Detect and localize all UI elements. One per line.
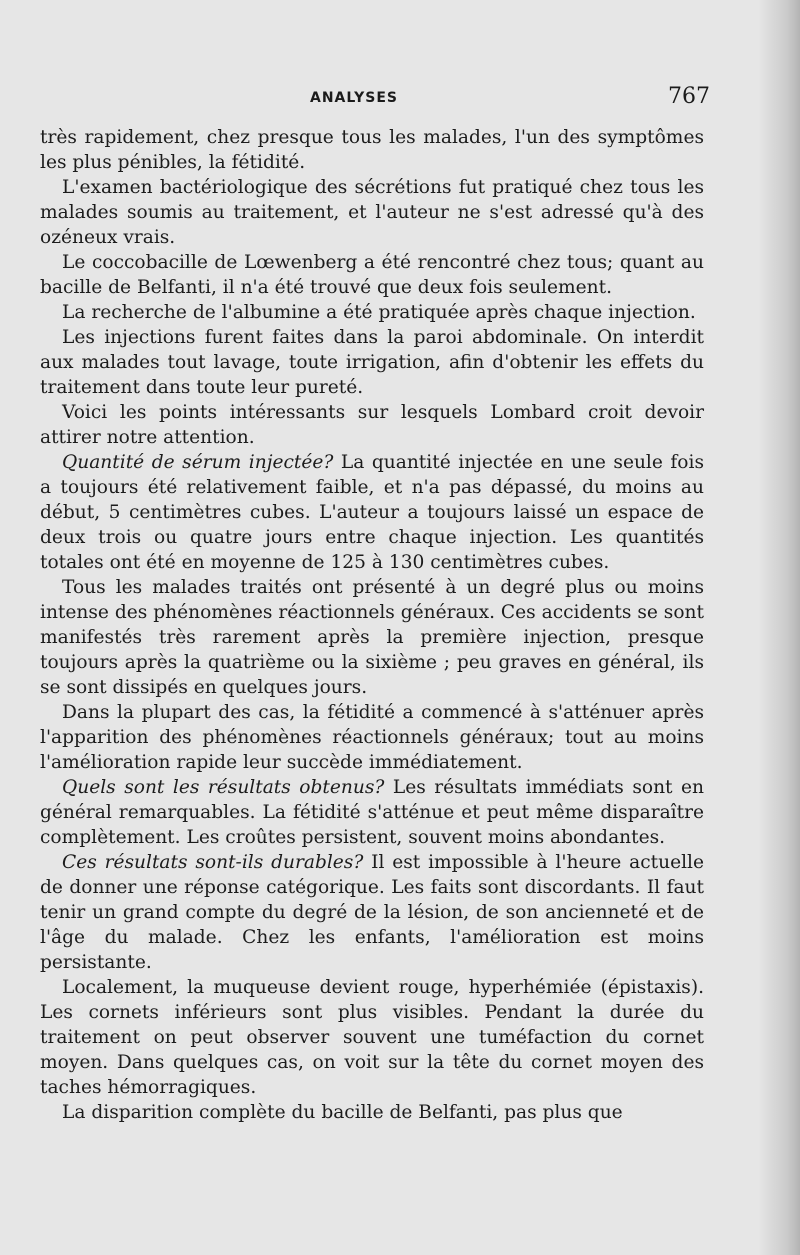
paragraph-text: Il est impossible à l'heure actuelle de donner une réponse catégorique. Les faits sont discordants. Il faut tenir un grand compte du degré de la lésion, de son ancienneté et de l'âge du malade. Chez les enfants, l'amélioration est moins persistante. [40,852,704,973]
paragraph [40,575,704,700]
paragraph-text: Voici les points intéressants sur lesquels Lombard croit devoir attirer notre attention. [40,402,704,448]
paragraph-text: La quantité injectée en une seule fois a toujours été relativement faible, et n'a pas dépassé, du moins au début, 5 centimètres cubes. L'auteur a toujours laissé un espace de deux trois ou quatre jours entre chaque injection. Les quantités totales ont été en moyenne de 125 à 130 centimètres cubes. [40,452,704,573]
paragraph-text: Tous les malades traités ont présenté à un degré plus ou moins intense des phénomènes réactionnels généraux. Ces accidents se sont manifestés très rarement après la première injection, presque toujours après la quatrième ou la sixième ; peu graves en général, ils se sont dissipés en quelques jours. [40,577,704,698]
paragraph [40,850,704,975]
paragraph [40,400,704,450]
paragraph-text: Dans la plupart des cas, la fétidité a commencé à s'atténuer après l'apparition des phénomènes réactionnels généraux; tout au moins l'amélioration rapide leur succède immédiatement. [40,702,704,773]
page-header [40,84,710,118]
paragraph-text: Localement, la muqueuse devient rouge, hyperhémiée (épistaxis). Les cornets inférieurs sont plus visibles. Pendant la durée du traitement on peut observer souvent une tuméfaction du cornet moyen. Dans quelques cas, on voit sur la tête du cornet moyen des taches hémorragiques. [40,977,704,1098]
paragraph [40,450,704,575]
paragraph [40,975,704,1100]
paragraph [40,250,704,300]
paragraph [40,175,704,250]
paragraph-text: Le coccobacille de Lœwenberg a été rencontré chez tous; quant au bacille de Belfanti, il n'a été trouvé que deux fois seulement. [40,252,704,298]
page-number: 767 [668,84,710,109]
paragraph-text: Les résultats immédiats sont en général remarquables. La fétidité s'atténue et peut même disparaître complètement. Les croûtes persistent, souvent moins abondantes. [40,777,704,848]
paragraph-lead: Quels sont les résultats obtenus? [62,777,385,798]
paragraph-text: L'examen bactériologique des sécrétions fut pratiqué chez tous les malades soumis au traitement, et l'auteur ne s'est adressé qu'à des ozéneux vrais. [40,177,704,248]
paragraph-lead: Ces résultats sont-ils durables? [62,852,364,873]
paragraph-lead: Quantité de sérum injectée? [62,452,334,473]
paragraph-text: La disparition complète du bacille de Belfanti, pas plus que [62,1102,623,1123]
paragraph [40,1100,704,1125]
body-text [40,125,704,1125]
running-title: ANALYSES [310,90,398,106]
binding-gutter-shadow [758,0,800,1255]
paragraph [40,700,704,775]
paragraph [40,775,704,850]
paragraph [40,125,704,175]
paragraph-text: très rapidement, chez presque tous les malades, l'un des symptômes les plus pénibles, la fétidité. [40,127,704,173]
paragraph [40,325,704,400]
paragraph [40,300,704,325]
paragraph-text: La recherche de l'albumine a été pratiquée après chaque injection. [62,302,696,323]
paragraph-text: Les injections furent faites dans la paroi abdominale. On interdit aux malades tout lavage, toute irrigation, afin d'obtenir les effets du traitement dans toute leur pureté. [40,327,704,398]
